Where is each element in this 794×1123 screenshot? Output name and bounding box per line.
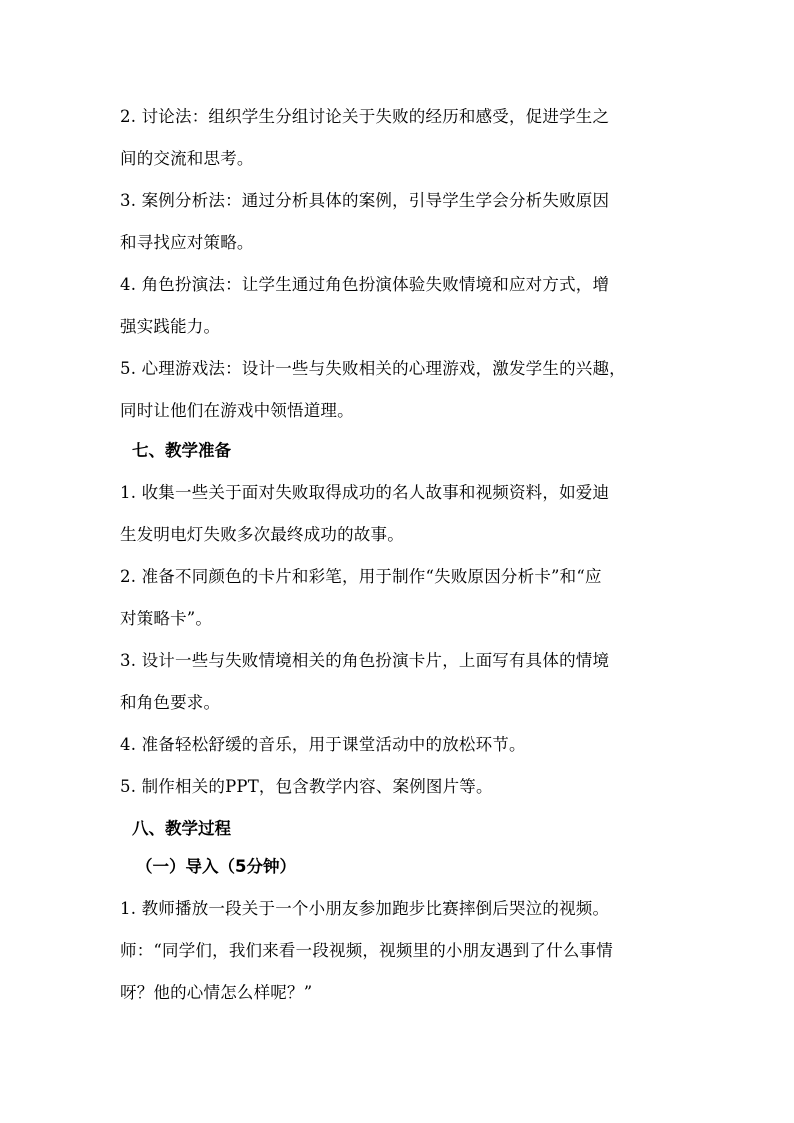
method-4-line-1: 4. 角色扮演法：让学生通过角色扮演体验失败情境和应对方式，增 (120, 275, 610, 294)
process-1: 1. 教师播放一段关于一个小朋友参加跑步比赛摔倒后哭泣的视频。 (120, 899, 610, 918)
method-4-line-2: 强实践能力。 (120, 317, 221, 336)
method-5-line-1: 5. 心理游戏法：设计一些与失败相关的心理游戏，激发学生的兴趣， (120, 359, 626, 378)
section-8-heading: 八、教学过程 (132, 819, 231, 838)
section-7-heading: 七、教学准备 (132, 441, 231, 460)
prep-3-line-2: 和角色要求。 (120, 693, 221, 712)
method-5-line-2: 同时让他们在游戏中领悟道理。 (120, 401, 354, 420)
prep-2-line-1: 2. 准备不同颜色的卡片和彩笔，用于制作“失败原因分析卡”和“应 (120, 567, 602, 586)
process-2-line-2: 呀？他的心情怎么样呢？” (120, 983, 313, 1002)
method-3-line-1: 3. 案例分析法：通过分析具体的案例，引导学生学会分析失败原因 (120, 191, 610, 210)
prep-1-line-2: 生发明电灯失败多次最终成功的故事。 (120, 525, 404, 544)
prep-3-line-1: 3. 设计一些与失败情境相关的角色扮演卡片，上面写有具体的情境 (120, 651, 610, 670)
prep-1-line-1: 1. 收集一些关于面对失败取得成功的名人故事和视频资料，如爱迪 (120, 483, 610, 502)
method-2-line-2: 间的交流和思考。 (120, 149, 254, 168)
prep-2-line-2: 对策略卡”。 (120, 609, 213, 628)
process-2-line-1: 师：“同学们，我们来看一段视频，视频里的小朋友遇到了什么事情 (120, 941, 613, 960)
prep-4: 4. 准备轻松舒缓的音乐，用于课堂活动中的放松环节。 (120, 735, 526, 754)
method-3-line-2: 和寻找应对策略。 (120, 233, 254, 252)
prep-5: 5. 制作相关的PPT，包含教学内容、案例图片等。 (120, 777, 493, 796)
method-2-line-1: 2. 讨论法：组织学生分组讨论关于失败的经历和感受，促进学生之 (120, 107, 610, 126)
section-8-subheading-intro: （一）导入（5分钟） (136, 857, 296, 876)
